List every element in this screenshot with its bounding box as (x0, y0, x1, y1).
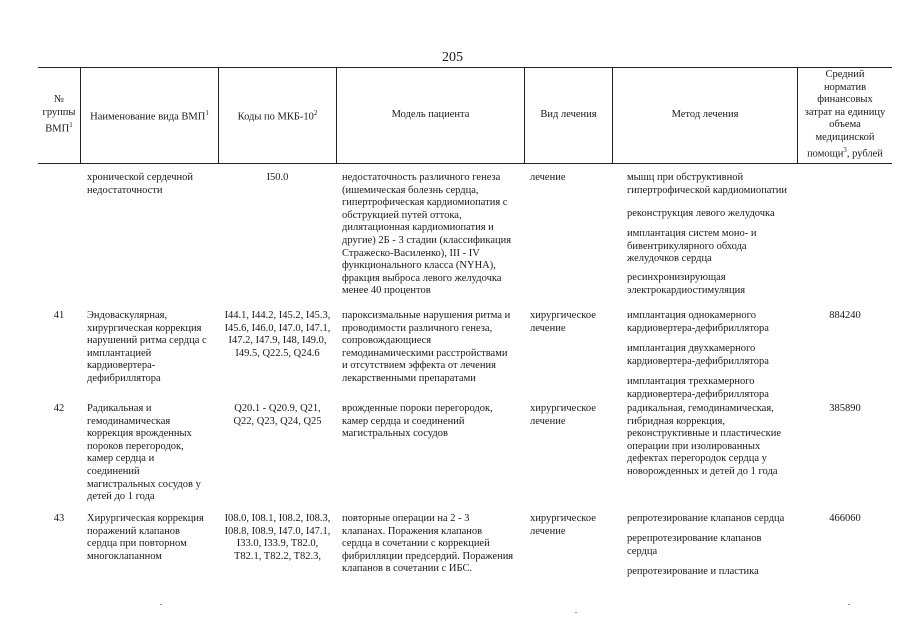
header-vmp-name: Наименование вида ВМП$^1$ (90, 108, 209, 122)
row-name: хронической сердечной недостаточности (87, 172, 193, 196)
page-number: 205 (442, 50, 463, 65)
row-treatment-type: хирургическое лечение (530, 403, 596, 427)
row-treatment-type: лечение (530, 172, 566, 183)
row-method: имплантация однокамерного кардиовертера-дефибриллятора (627, 310, 769, 334)
row-patient-model: пароксизмальные нарушения ритма и проводимости различного генеза, сопровождающиеся гемодинамическими расстройствами и отсутствием эффекта от лечения лекарственными препаратами (342, 310, 511, 384)
row-name: Эндоваскулярная, хирургическая коррекция нарушений ритма сердца с имплантацией кардиовертера- дефибриллятора (87, 310, 207, 384)
row-treatment-type: хирургическое лечение (530, 513, 596, 537)
header-group-no: № группы ВМП$^1$ (42, 94, 76, 135)
row-group-no: 42 (53, 403, 65, 414)
row-method: мышц при обструктивной гипертрофической кардиомиопатии (627, 172, 787, 196)
row-method: имплантация двухкамерного кардиовертера-дефибриллятора (627, 343, 769, 367)
row-patient-model: недостаточность различного генеза (ишемическая болезнь сердца, гипертрофическая кардиомиопатия с обструкцией путей оттока, дилятационная кардиомиопатия и другие) 2Б - 3 стадии (классификация Стражеско-Василенко), III - IV функционального класса (NYHA), фракция выброса левого желудочка менее 40 процентов (342, 172, 512, 297)
row-codes: Q20.1 - Q20.9, Q21, Q22, Q23, Q24, Q25 (233, 403, 322, 427)
row-method: радикальная, гемодинамическая, гибридная коррекция, реконструктивные и пластические операции при изолированных дефектах перегородок сердца у новорожденных и детей до 1 года (627, 403, 782, 477)
header-bottom-border (38, 163, 892, 164)
row-method: реконструкция левого желудочка (627, 208, 775, 219)
row-method: имплантация систем моно- и бивентрикулярного обхода желудочков сердца (627, 228, 757, 265)
row-codes: I08.0, I08.1, I08.2, I08.3, I08.8, I08.9, I47.0, I47.1, I33.0, I33.9, T82.0, T82.1, T82.2, T82.3, (224, 513, 331, 562)
row-method: ресинхронизирующая электрокардиостимуляция (627, 272, 746, 296)
row-method: ререпротезирование клапанов сердца (627, 533, 762, 557)
row-method: репротезирование клапанов сердца (627, 513, 785, 524)
row-method: имплантация трехкамерного кардиовертера-дефибриллятора (627, 376, 769, 400)
row-codes: I50.0 (266, 172, 289, 183)
row-name: Хирургическая коррекция поражений клапанов сердца при повторном многоклапанном (87, 513, 204, 562)
row-group-no: 43 (53, 513, 65, 524)
header-patient-model: Модель пациента (391, 108, 470, 120)
row-avg-cost: 884240 (829, 310, 861, 321)
row-patient-model: повторные операции на 2 - 3 клапанах. Поражения клапанов сердца в сочетании с коррекцией фибрилляции предсердий. Поражения клапанов в сочетании с ИБС. (342, 513, 514, 575)
header-treatment-method: Метод лечения (671, 108, 739, 120)
row-group-no: 41 (53, 310, 65, 321)
header-avg-cost: Средний норматив финансовых затрат на единицу объема медицинской помощи$^3$, рублей (804, 69, 886, 160)
row-codes: I44.1, I44.2, I45.2, I45.3, I45.6, I46.0, I47.0, I47.1, I47.2, I47.9, I48, I49.0, I49.5, Q22.5, Q24.6 (224, 310, 331, 359)
scan-speck (160, 604, 162, 605)
header-treatment-type: Вид лечения (540, 108, 597, 120)
row-method: репротезирование и пластика (627, 566, 759, 577)
row-patient-model: врожденные пороки перегородок, камер сердца и соединений магистральных сосудов (342, 403, 493, 440)
row-name: Радикальная и гемодинамическая коррекция врожденных пороков перегородок, камер сердца и соединений магистральных сосудов у детей до 1 года (87, 403, 201, 503)
row-treatment-type: хирургическое лечение (530, 310, 596, 334)
row-avg-cost: 466060 (829, 513, 861, 524)
scan-speck (575, 612, 577, 613)
row-avg-cost: 385890 (829, 403, 861, 414)
header-icd-codes: Коды по МКБ-$10^2$ (237, 108, 318, 122)
scan-speck (848, 604, 850, 605)
